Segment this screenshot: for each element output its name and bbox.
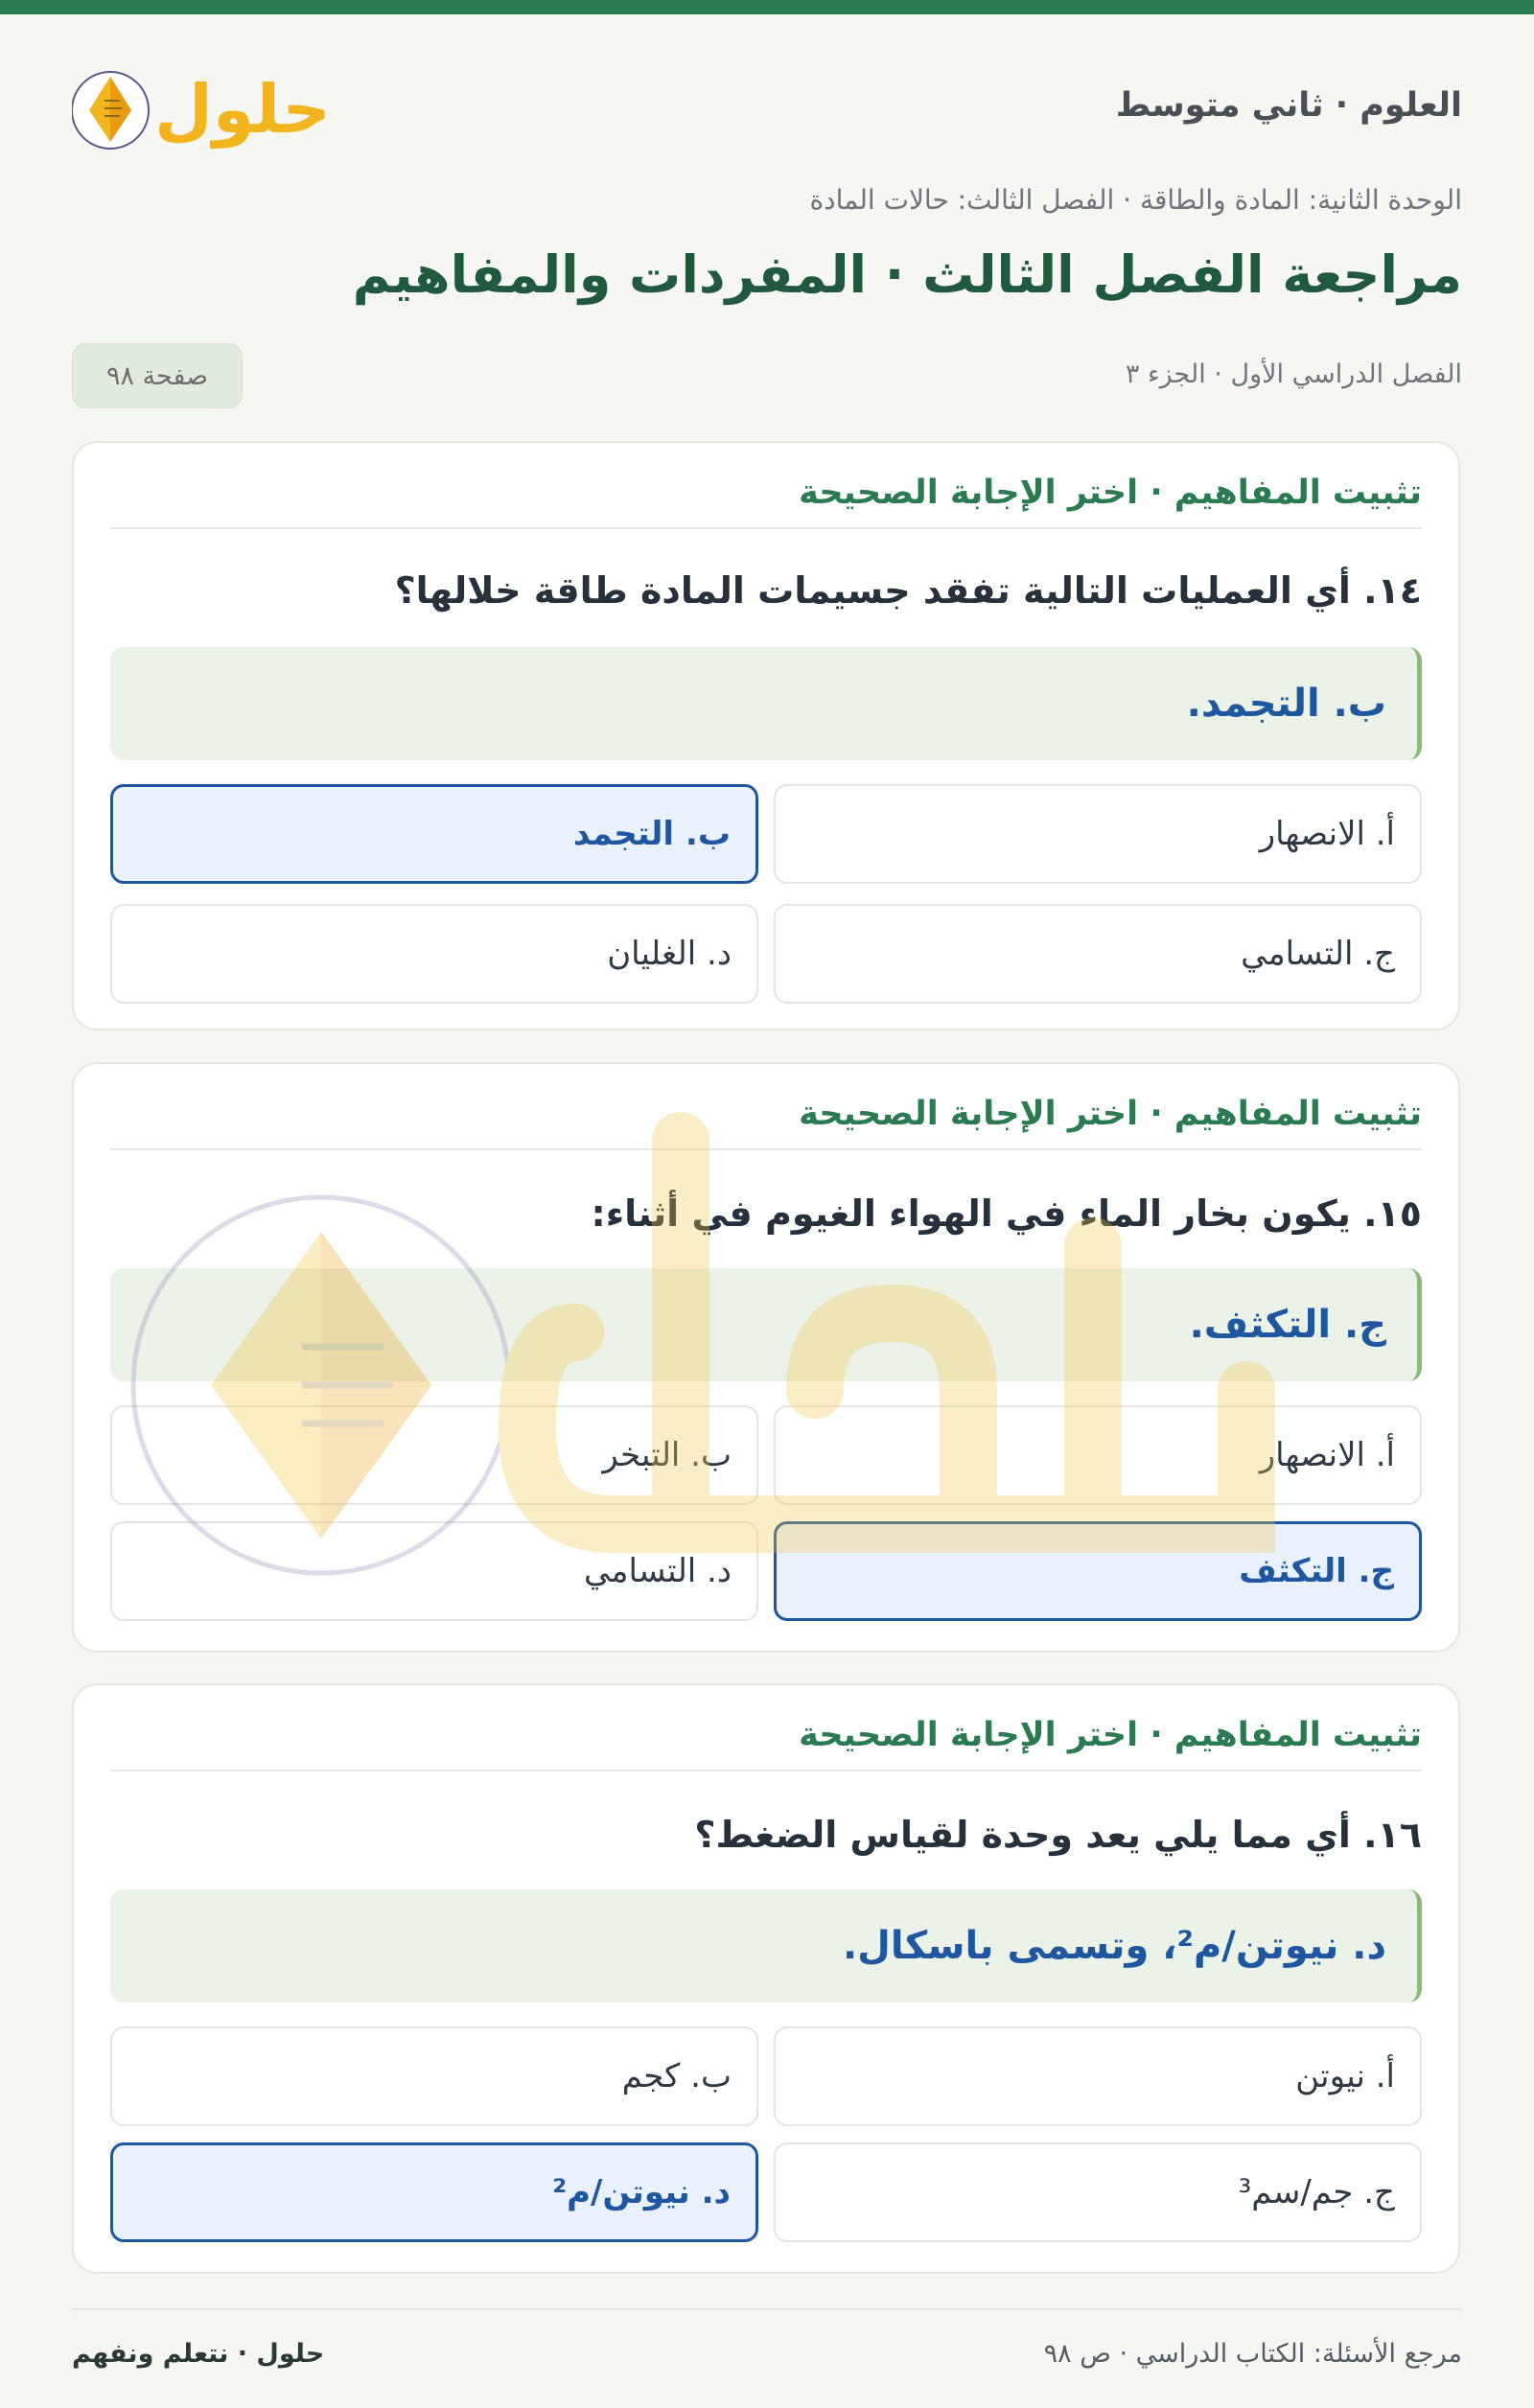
page-header [72,38,1462,182]
option-a[interactable]: أ. الانصهار [774,1405,1422,1505]
option-c-selected[interactable]: ج. التكثف [774,1521,1422,1621]
footer-divider [72,2308,1462,2310]
footer-reference: مرجع الأسئلة: الكتاب الدراسي · ص ٩٨ [1043,2339,1462,2369]
top-accent-bar [0,0,1534,14]
option-b[interactable]: ب. التبخر [110,1405,758,1505]
option-c[interactable]: ج. التسامي [774,904,1422,1004]
footer-brand: حلول · نتعلم ونفهم [72,2339,325,2369]
option-a[interactable]: أ. الانصهار [774,784,1422,884]
option-d-selected[interactable]: د. نيوتن/م² [110,2142,758,2242]
hulul-logo[interactable] [72,48,340,153]
option-a[interactable]: أ. نيوتن [774,2026,1422,2126]
section-heading: تثبيت المفاهيم · اختر الإجابة الصحيحة [110,1095,1422,1150]
question-card-14 [72,441,1460,1030]
subject-label: العلوم · ثاني متوسط [1115,86,1462,125]
question-text: ١٤. أي العمليات التالية تفقد جسيمات المادة طاقة خلالها؟ [394,569,1422,612]
correct-answer-box: د. نيوتن/م²، وتسمى باسكال. [110,1889,1422,2003]
question-card-15 [72,1062,1460,1653]
question-card-16 [72,1683,1460,2274]
breadcrumb: الوحدة الثانية: المادة والطاقة · الفصل الثالث: حالات المادة [809,184,1462,216]
section-heading: تثبيت المفاهيم · اختر الإجابة الصحيحة [110,1716,1422,1771]
page-number-badge: صفحة ٩٨ [72,343,243,408]
correct-answer-box: ج. التكثف. [110,1268,1422,1381]
question-text: ١٦. أي مما يلي يعد وحدة لقياس الضغط؟ [694,1814,1422,1856]
option-d[interactable]: د. التسامي [110,1521,758,1621]
page-title: مراجعة الفصل الثالث · المفردات والمفاهيم [352,244,1462,305]
term-label: الفصل الدراسي الأول · الجزء ٣ [1125,359,1462,389]
option-b[interactable]: ب. كجم [110,2026,758,2126]
correct-answer-box: ب. التجمد. [110,647,1422,760]
option-b-selected[interactable]: ب. التجمد [110,784,758,884]
section-heading: تثبيت المفاهيم · اختر الإجابة الصحيحة [110,474,1422,529]
question-text: ١٥. يكون بخار الماء في الهواء الغيوم في أثناء: [591,1192,1422,1235]
option-d[interactable]: د. الغليان [110,904,758,1004]
option-c[interactable]: ج. جم/سم³ [774,2142,1422,2242]
logo-wordmark: حلول [154,70,331,149]
